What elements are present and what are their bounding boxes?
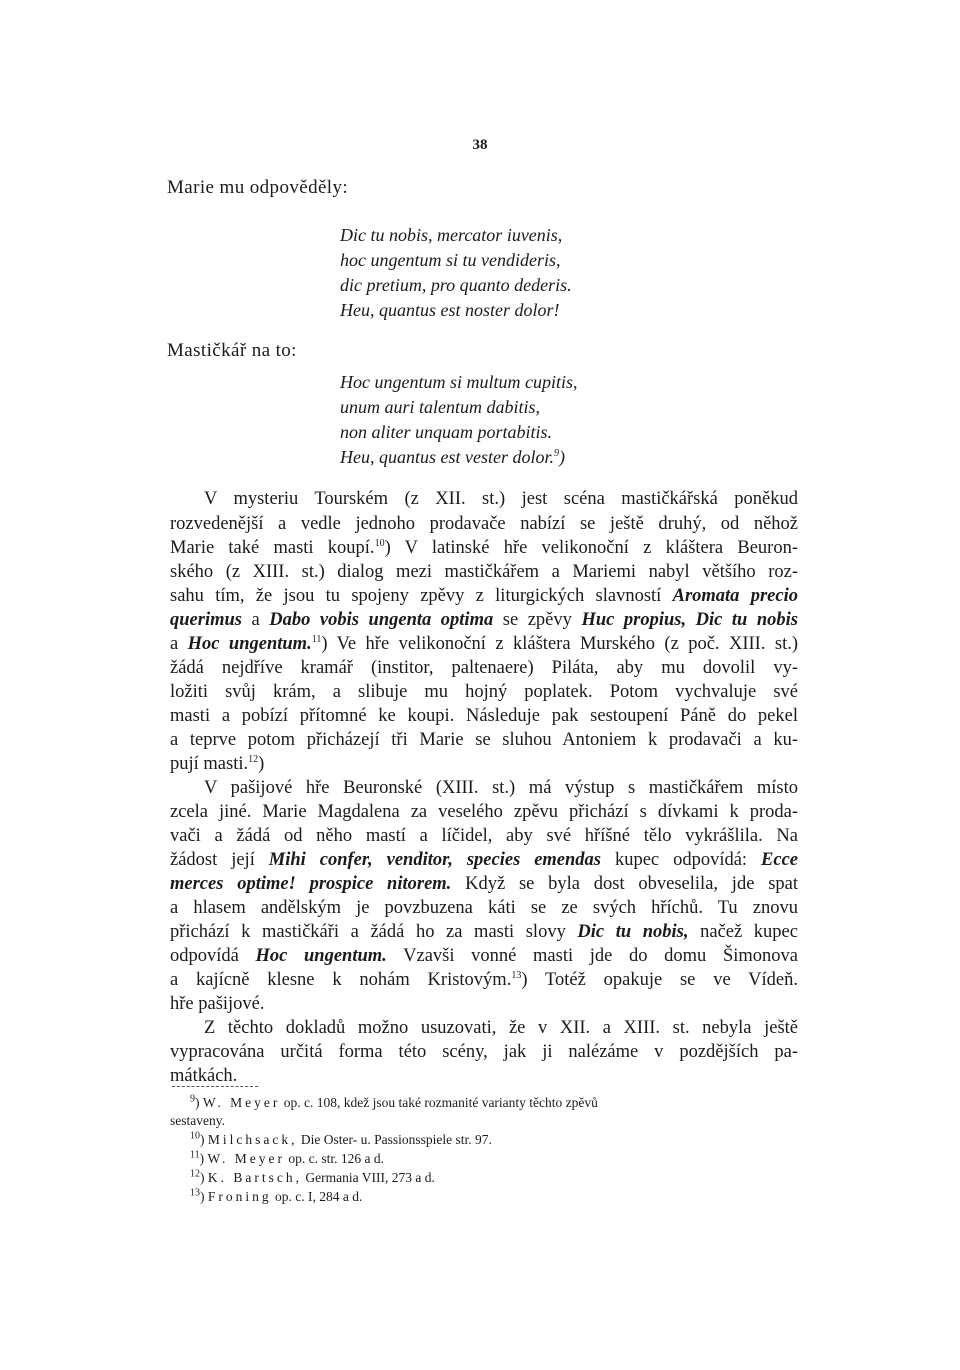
footnote-ref: 10 [374,537,385,549]
text-line: zcela jiné. Marie Magdalena za veselého zpěvu přichází s dívkami k proda- [170,802,798,822]
text-line: vači a žádá od něho mastí a líčidel, aby své hříšné tělo vykrášlila. Na [170,826,798,846]
text-line: a hlasem andělským je povzbuzena káti se ze svých hříchů. Tu znovu [170,898,798,918]
verse-line: non aliter unquam portabitis. [340,422,553,442]
speaker-masticar: Mastičkář na to: [167,340,297,361]
page-number: 38 [472,137,488,153]
text-line: a kajícně klesne k nohám Kristovým.$^{13}$) Totéž opakuje se ve Vídeň. [170,969,798,990]
verse-line: hoc ungentum si tu vendideris, [340,250,561,270]
text-line: Z těchto dokladů možno usuzovati, že v XII. a XIII. st. nebyla ještě [204,1018,798,1038]
speaker-marie: Marie mu odpověděly: [167,177,349,198]
verse-marie [340,223,572,323]
text-line: odpovídá Hoc ungentum. Vzavši vonné masti jde do domu Šimonova [170,946,798,966]
text-line: a teprve potom přicházejí tři Marie se sluhou Antoniem k prodavači a ku- [170,730,798,750]
verse-line: dic pretium, pro quanto dederis. [340,275,572,295]
text-line: a Hoc ungentum.$^{11}$) Ve hře velikonoční z kláštera Murského (z poč. XIII. st.) [170,633,798,654]
text-line: přichází k mastičkáři a žádá ho za masti slovy Dic tu nobis, načež kupec [170,922,798,942]
verse-masticar [340,370,577,470]
text-line: masti a pobízí přítomné ke koupi. Následuje pak sestoupení Páně do pekel [170,706,798,726]
footnote-12: $^{12}$) K. Bartsch, Germania VIII, 273 a d. [190,1168,435,1185]
verse-line: Heu, quantus est noster dolor! [340,300,560,320]
text-line: V mysteriu Tourském (z XII. st.) jest scéna mastičkářská poněkud [204,489,798,509]
footnote-ref: 13 [511,969,522,981]
footnote-13: $^{13}$) Froning op. c. I, 284 a d. [190,1187,363,1204]
footnote-11: $^{11}$) W. Meyer op. c. str. 126 a d. [190,1149,385,1166]
text-line: merces optime! prospice nitorem. Když se byla dost obveselila, jde spat [170,874,798,894]
text-line: vypracována určitá forma této scény, jak ji nalézáme v pozdějších pa- [170,1042,798,1062]
verse-line: Hoc ungentum si multum cupitis, [340,372,578,392]
text-line: ského (z XIII. st.) dialog mezi mastičkářem a Mariemi nabyl většího roz- [170,562,798,582]
text-line: hře pašijové. [170,994,265,1014]
verse-line: unum auri talentum dabitis, [340,397,541,417]
text-line: sahu tím, že jsou tu spojeny zpěvy z liturgických slavností Aromata precio [170,586,798,606]
verse-line: Dic tu nobis, mercator iuvenis, [340,225,563,245]
footnote-9-continuation: sestaveny. [170,1113,225,1128]
text-line: V pašijové hře Beuronské (XIII. st.) má výstup s mastičkářem místo [204,778,798,798]
text-line: querimus a Dabo vobis ungenta optima se zpěvy Huc propius, Dic tu nobis [170,610,798,630]
footnote-ref: 11 [311,633,322,645]
text-line: Marie také masti koupí.$^{10}$) V latinské hře velikonoční z kláštera Beuron- [170,537,798,558]
footnote-9: $^9$) W. Meyer op. c. 108, kdež jsou také rozmanité varianty těchto zpěvů [190,1093,598,1110]
text-line: ložiti svůj krám, a slibuje mu hojný poplatek. Potom vychvaluje své [170,682,798,702]
text-line: pují masti.$^{12}$) [170,753,265,774]
footnote-10: $^{10}$) Milchsack, Die Oster- u. Passionsspiele str. 97. [190,1130,492,1147]
footnote-divider [172,1086,258,1087]
footnote-ref: 9 [553,448,559,459]
footnote-ref: 12 [248,753,259,765]
text-line: rozvedenější a vedle jednoho prodavače nabízí se ještě druhý, od něhož [170,514,798,534]
text-line: žádost její Mihi confer, venditor, species emendas kupec odpovídá: Ecce [170,850,798,870]
text-line: žádá nejdříve kramář (institor, paltenaere) Piláta, aby mu dovolil vy- [170,658,798,678]
text-line: mátkách. [170,1066,238,1086]
verse-line: Heu, quantus est vester dolor.$^9$) [340,447,565,467]
